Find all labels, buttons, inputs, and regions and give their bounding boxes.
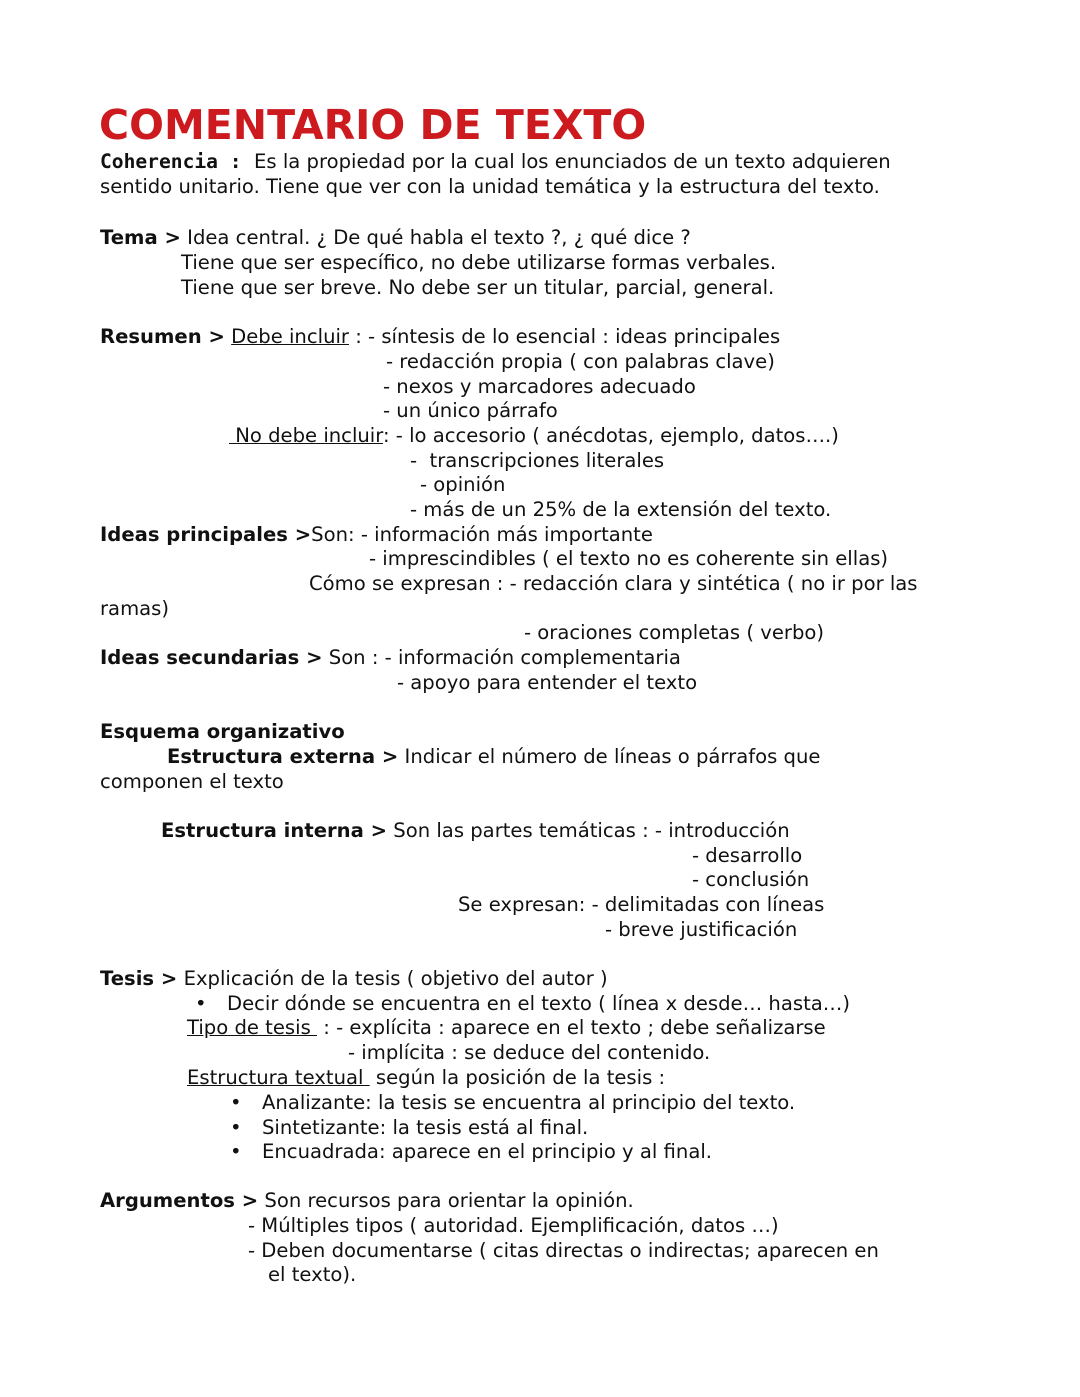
interna-item: Son las partes temáticas : - introducción [387, 819, 790, 842]
argumentos-item: - Múltiples tipos ( autoridad. Ejemplificación, datos …) [248, 1214, 779, 1237]
tipo-item: : - explícita : aparece en el texto ; debe señalizarse [317, 1016, 826, 1039]
externa-label: Estructura externa > [167, 745, 399, 768]
interna-label: Estructura interna > [161, 819, 388, 842]
se-expresan-item: - breve justificación [605, 918, 798, 941]
estructura-bullet: Encuadrada: aparece en el principio y al final. [262, 1140, 712, 1163]
argumentos-line [100, 1189, 634, 1213]
resumen-item: : - síntesis de lo esencial : ideas principales [348, 325, 781, 348]
argumentos-item: - Deben documentarse ( citas directas o indirectas; aparecen en [248, 1239, 879, 1262]
ideas-item: Son: - información más importante [311, 523, 653, 546]
argumentos-item: el texto). [268, 1263, 357, 1286]
ideas-secundarias-label: Ideas secundarias > [100, 646, 323, 669]
tipo-item: - implícita : se deduce del contenido. [348, 1041, 711, 1064]
tesis-bullet: Decir dónde se encuentra en el texto ( línea x desde… hasta…) [227, 992, 850, 1015]
resumen-item: - un único párrafo [383, 399, 558, 422]
estructura-bullet: Sintetizante: la tesis está al final. [262, 1116, 589, 1139]
tema-line2: Tiene que ser específico, no debe utilizarse formas verbales. [181, 251, 777, 274]
ideas-principales-line [100, 523, 653, 547]
bullet-icon: • [230, 1140, 242, 1163]
tema-line [100, 226, 691, 250]
tipo-label: Tipo de tesis [187, 1016, 318, 1039]
ideas-secundarias-line [100, 646, 681, 670]
coherencia-text: Es la propiedad por la cual los enunciados de un texto adquieren [241, 150, 891, 173]
interna-line [161, 819, 790, 843]
tema-text: Idea central. ¿ De qué habla el texto ?, ¿ qué dice ? [180, 226, 691, 249]
bullet-icon: • [230, 1091, 242, 1114]
resumen-item: - opinión [420, 473, 506, 496]
argumentos-label: Argumentos > [100, 1189, 259, 1212]
tesis-line [100, 967, 608, 991]
como-line: Cómo se expresan : - redacción clara y sintética ( no ir por las [309, 572, 918, 595]
externa-text: Indicar el número de líneas o párrafos que [398, 745, 821, 768]
ideas-item: - oraciones completas ( verbo) [524, 621, 825, 644]
resumen-label: Resumen > [100, 325, 225, 348]
no-debe-incluir-label: No debe incluir [229, 424, 383, 447]
interna-item: - conclusión [692, 868, 810, 891]
bullet-icon: • [230, 1116, 242, 1139]
externa-wrap: componen el texto [100, 770, 284, 793]
externa-line [167, 745, 820, 769]
estructura-bullet: Analizante: la tesis se encuentra al principio del texto. [262, 1091, 796, 1114]
resumen-item: - redacción propia ( con palabras clave) [386, 350, 775, 373]
resumen-line [100, 325, 780, 349]
como-wrap: ramas) [100, 597, 170, 620]
se-expresan-line: Se expresan: - delimitadas con líneas [458, 893, 825, 916]
esquema-heading [100, 720, 345, 744]
page-title: COMENTARIO DE TEXTO [99, 101, 647, 149]
estructura-label: Estructura textual [187, 1066, 370, 1089]
coherencia-line2: sentido unitario. Tiene que ver con la unidad temática y la estructura del texto. [100, 175, 880, 198]
ideas-item: - imprescindibles ( el texto no es coherente sin ellas) [369, 547, 889, 570]
interna-item: - desarrollo [692, 844, 803, 867]
esquema-label: Esquema organizativo [100, 720, 345, 743]
resumen-item: - transcripciones literales [410, 449, 665, 472]
estructura-text: según la posición de la tesis : [369, 1066, 666, 1089]
argumentos-text: Son recursos para orientar la opinión. [258, 1189, 634, 1212]
coherencia-line [100, 150, 891, 174]
estructura-line [187, 1066, 665, 1090]
ideas-item: - apoyo para entender el texto [397, 671, 698, 694]
resumen-item: : - lo accesorio ( anécdotas, ejemplo, datos….) [382, 424, 839, 447]
tema-line3: Tiene que ser breve. No debe ser un titular, parcial, general. [181, 276, 775, 299]
ideas-principales-label: Ideas principales > [100, 523, 312, 546]
tipo-line [187, 1016, 826, 1040]
bullet-icon: • [195, 992, 207, 1015]
coherencia-label: Coherencia : [100, 150, 242, 173]
resumen-item: - más de un 25% de la extensión del texto. [410, 498, 832, 521]
debe-incluir-label: Debe incluir [231, 325, 349, 348]
no-debe-line [229, 424, 839, 448]
resumen-item: - nexos y marcadores adecuado [383, 375, 696, 398]
tesis-label: Tesis > [100, 967, 178, 990]
ideas-item: Son : - información complementaria [322, 646, 681, 669]
tema-label: Tema > [100, 226, 181, 249]
tesis-text: Explicación de la tesis ( objetivo del autor ) [177, 967, 608, 990]
